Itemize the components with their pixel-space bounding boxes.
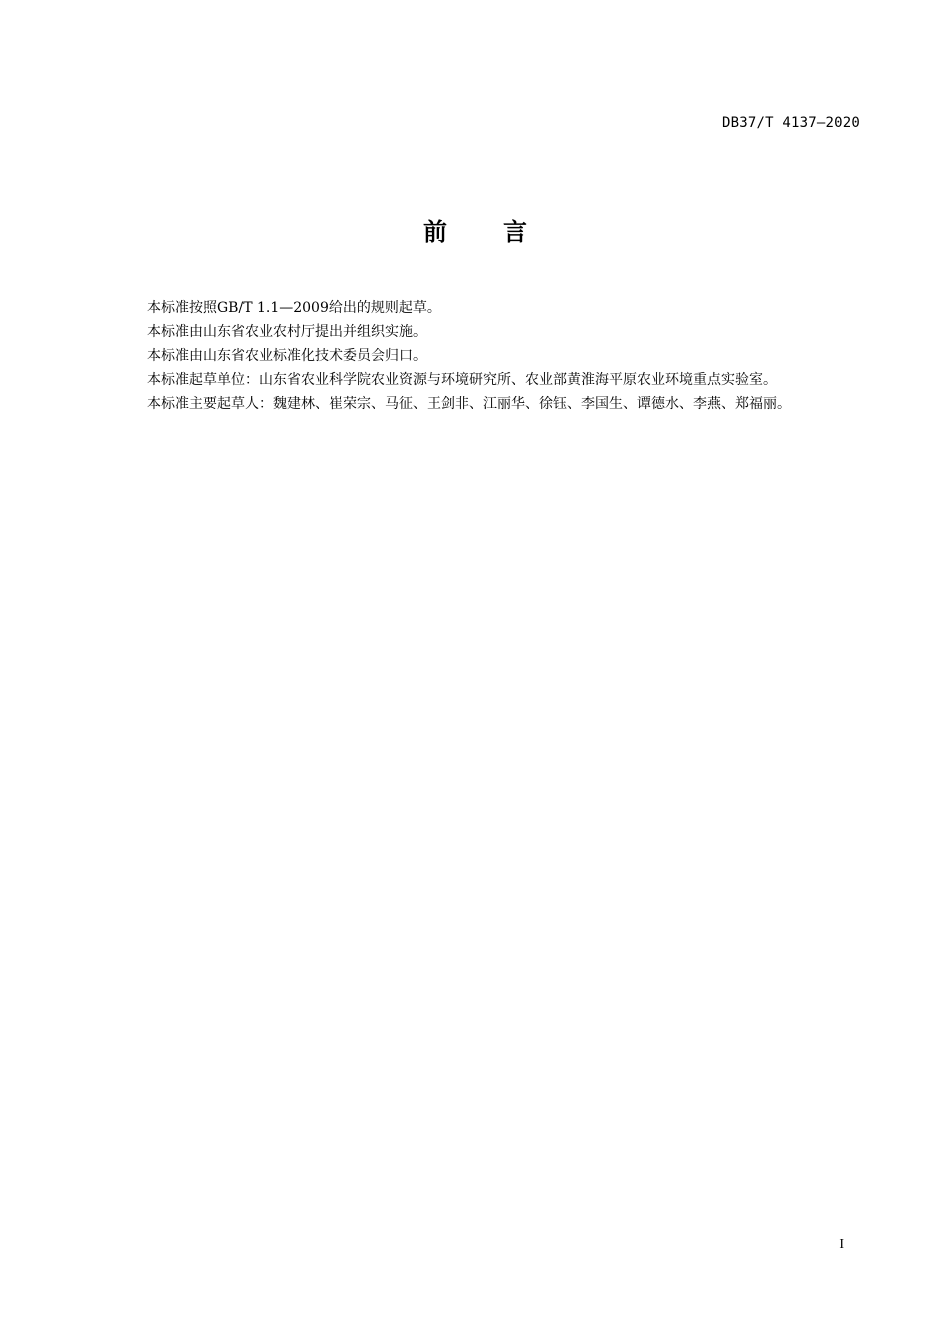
standard-code: DB37/T 4137—2020 bbox=[721, 115, 860, 131]
page-title: 前言 bbox=[423, 218, 583, 246]
document-body bbox=[114, 296, 862, 416]
paragraph-drafting-rules: 本标准按照GB/T 1.1—2009给出的规则起草。 bbox=[147, 300, 441, 316]
paragraph-drafting-units: 本标准起草单位：山东省农业科学院农业资源与环境研究所、农业部黄淮海平原农业环境重点实验室。 bbox=[147, 372, 777, 388]
paragraph-drafters: 本标准主要起草人：魏建林、崔荣宗、马征、王剑非、江丽华、徐钰、李国生、谭德水、李燕、郑福丽。 bbox=[147, 396, 791, 412]
paragraph-committee: 本标准由山东省农业标准化技术委员会归口。 bbox=[147, 348, 427, 364]
paragraph-proposer: 本标准由山东省农业农村厅提出并组织实施。 bbox=[147, 324, 427, 340]
page-number: I bbox=[839, 1237, 844, 1252]
